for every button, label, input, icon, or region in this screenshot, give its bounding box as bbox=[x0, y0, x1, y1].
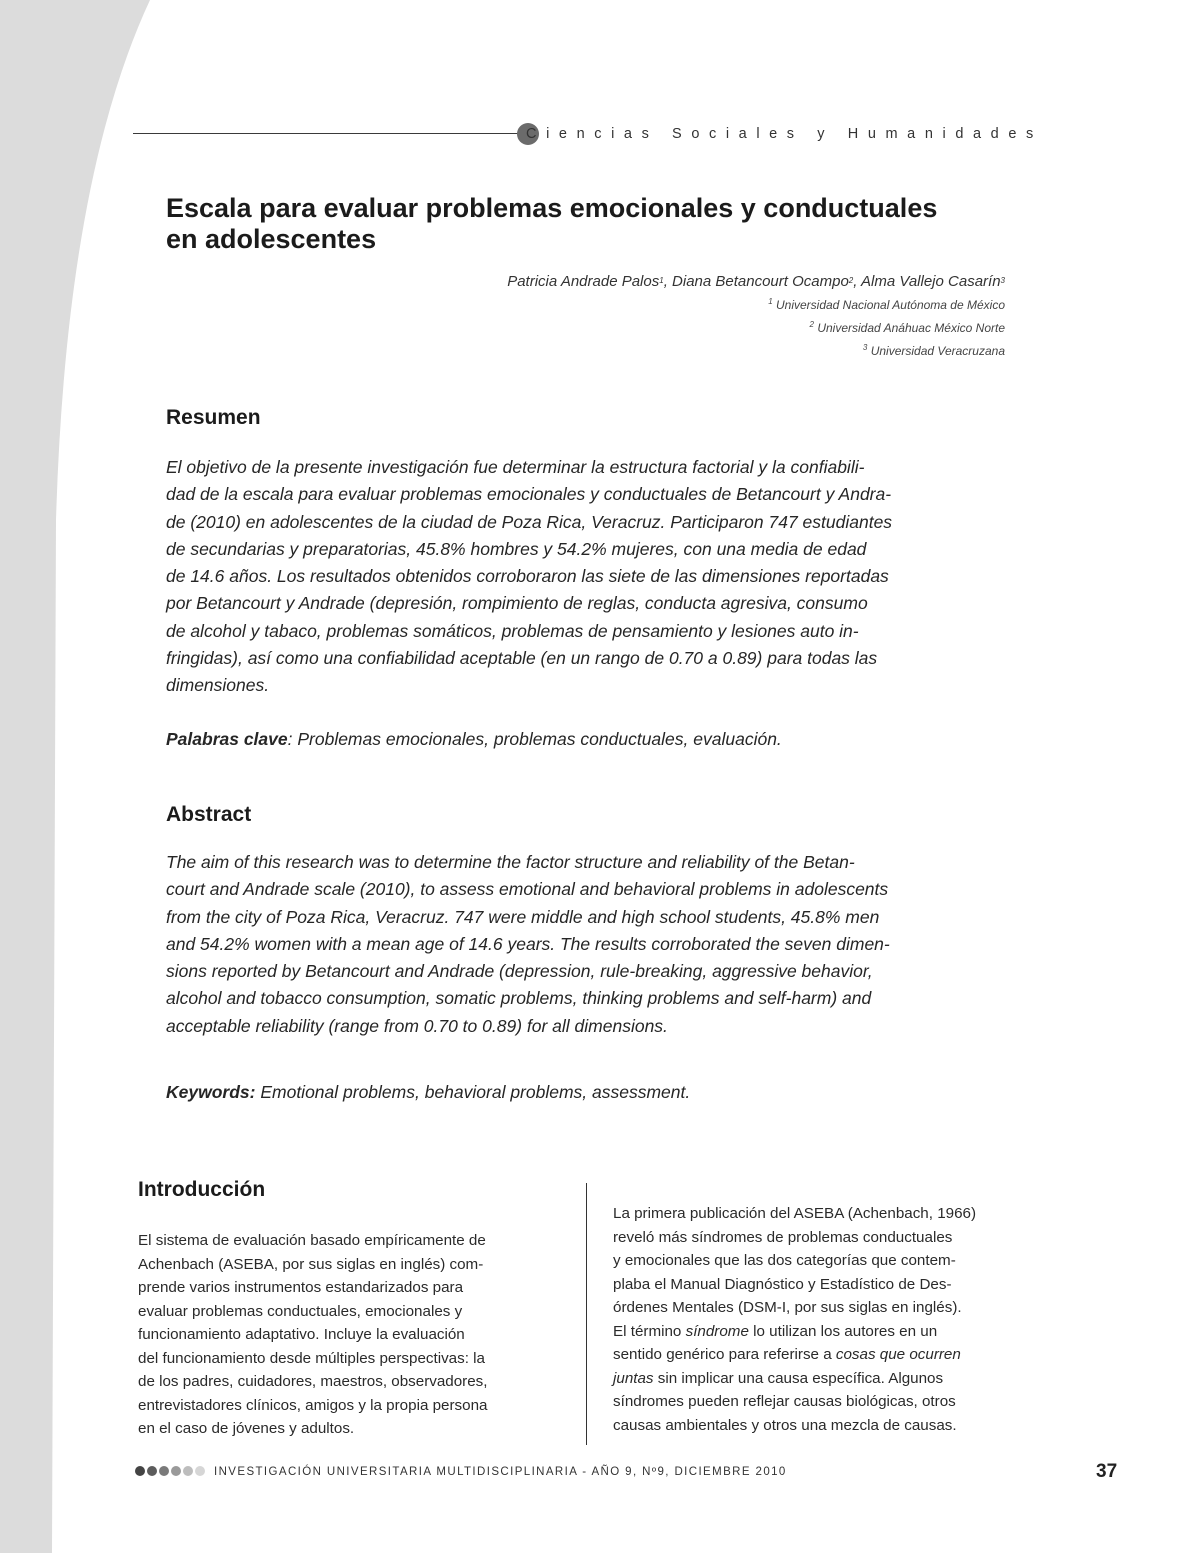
intro-italic: síndrome bbox=[685, 1322, 749, 1340]
author-1-sup: 1 bbox=[659, 276, 664, 285]
intro-line: reveló más síndromes de problemas conductuales bbox=[613, 1228, 953, 1246]
column-divider bbox=[586, 1183, 587, 1445]
intro-italic: cosas que ocurren bbox=[835, 1346, 961, 1363]
affiliation-2-sup: 2 bbox=[809, 320, 814, 329]
resumen-heading: Resumen bbox=[166, 406, 261, 429]
intro-line: Achenbach (ASEBA, por sus siglas en inglés) com- bbox=[138, 1255, 484, 1273]
resumen-body bbox=[166, 454, 1006, 700]
author-2-sup: 2 bbox=[848, 276, 854, 285]
section-initial: C bbox=[526, 126, 547, 142]
abstract-line: sions reported by Betancourt and Andrade (depression, rule-breaking, aggressive behavior, bbox=[166, 961, 873, 982]
affiliation-3 bbox=[863, 344, 1005, 358]
intro-line: de los padres, cuidadores, maestros, observadores, bbox=[138, 1373, 488, 1390]
resumen-line: El objetivo de la presente investigación fue determinar la estructura factorial y la confiabili- bbox=[166, 457, 865, 477]
palabras-clave-text: : Problemas emocionales, problemas conductuales, evaluación. bbox=[287, 729, 782, 749]
intro-line: plaba el Manual Diagnóstico y Estadístico de Des- bbox=[613, 1275, 952, 1293]
page-number: 37 bbox=[1096, 1461, 1118, 1482]
intro-line: El sistema de evaluación basado empíricamente de bbox=[138, 1232, 486, 1249]
footer-dot bbox=[171, 1466, 181, 1476]
resumen-line: por Betancourt y Andrade (depresión, rompimiento de reglas, conducta agresiva, consumo bbox=[166, 593, 868, 614]
article-title bbox=[166, 193, 1046, 255]
abstract-line: alcohol and tobacco consumption, somatic problems, thinking problems and self-harm) and bbox=[166, 988, 872, 1009]
keywords-text: Emotional problems, behavioral problems, assessment. bbox=[255, 1082, 691, 1102]
intro-line: órdenes Mentales (DSM-I, por sus siglas en inglés). bbox=[613, 1299, 962, 1316]
abstract-line: from the city of Poza Rica, Veracruz. 747 were middle and high school students, 45.8% men bbox=[166, 906, 880, 927]
intro-line: sentido genérico para referirse a bbox=[613, 1346, 836, 1363]
resumen-line: de alcohol y tabaco, problemas somáticos, problemas de pensamiento y lesiones auto in- bbox=[166, 620, 859, 641]
resumen-line: de 14.6 años. Los resultados obtenidos corroboraron las siete de las dimensiones reportadas bbox=[166, 566, 889, 587]
side-band-shape bbox=[0, 0, 160, 1553]
introduccion-heading: Introducción bbox=[138, 1178, 266, 1201]
author-3: Alma Vallejo Casarín bbox=[861, 273, 1001, 290]
affiliation-2-name: Universidad Anáhuac México Norte bbox=[817, 321, 1005, 335]
intro-line: causas ambientales y otros una mezcla de causas. bbox=[613, 1416, 957, 1434]
intro-line: funcionamiento adaptativo. Incluye la evaluación bbox=[138, 1326, 465, 1343]
abstract-body bbox=[166, 849, 1006, 1040]
decorative-side-band bbox=[0, 0, 160, 1553]
affiliation-3-sup: 3 bbox=[862, 343, 868, 352]
keywords bbox=[166, 1082, 1026, 1103]
resumen-line: dad de la escala para evaluar problemas emocionales y conductuales de Betancourt y Andra- bbox=[166, 484, 892, 505]
abstract-heading: Abstract bbox=[166, 803, 252, 826]
affiliation-2 bbox=[810, 321, 1005, 335]
intro-right-column bbox=[613, 1202, 1033, 1437]
section-name: iencias Sociales y Humanidades bbox=[546, 126, 1043, 142]
resumen-line: de (2010) en adolescentes de la ciudad de Poza Rica, Veracruz. Participaron 747 estudiantes bbox=[166, 511, 893, 532]
author-3-sup: 3 bbox=[1000, 276, 1005, 285]
intro-line: del funcionamiento desde múltiples perspectivas: la bbox=[138, 1349, 485, 1367]
journal-footer: INVESTIGACIÓN UNIVERSITARIA MULTIDISCIPLINARIA - AÑO 9, Nº9, DICIEMBRE 2010 bbox=[214, 1466, 787, 1478]
abstract-line: The aim of this research was to determine the factor structure and reliability of the Betan- bbox=[166, 852, 855, 872]
author-list: Patricia Andrade Palos$^1$, Diana Betancourt Ocampo$^2$, Alma Vallejo Casarín$^3$ bbox=[507, 273, 1005, 290]
intro-italic: juntas bbox=[613, 1369, 654, 1387]
footer-dot bbox=[159, 1466, 169, 1476]
affiliation-1-sup: 1 bbox=[768, 297, 773, 306]
resumen-line: fringidas), así como una confiabilidad aceptable (en un rango de 0.70 a 0.89) para todas las bbox=[166, 648, 878, 669]
intro-line: sin implicar una causa específica. Algunos bbox=[653, 1369, 944, 1387]
resumen-line: dimensiones. bbox=[166, 675, 270, 696]
footer-dot bbox=[135, 1466, 145, 1476]
intro-line: evaluar problemas conductuales, emocionales y bbox=[138, 1302, 463, 1320]
intro-line: en el caso de jóvenes y adultos. bbox=[138, 1420, 355, 1437]
palabras-clave-label: Palabras clave bbox=[166, 729, 288, 749]
resumen-line: de secundarias y preparatorias, 45.8% hombres y 54.2% mujeres, con una media de edad bbox=[166, 538, 867, 559]
footer-dot bbox=[195, 1466, 205, 1476]
intro-line: y emocionales que las dos categorías que contem- bbox=[613, 1252, 956, 1269]
section-header-rule bbox=[133, 133, 521, 134]
affiliation-3-name: Universidad Veracruzana bbox=[870, 344, 1005, 358]
footer-dot bbox=[183, 1466, 193, 1476]
intro-left-column bbox=[138, 1229, 558, 1441]
author-2: Diana Betancourt Ocampo bbox=[672, 273, 849, 290]
intro-line: lo utilizan los autores en un bbox=[748, 1322, 938, 1340]
abstract-line: court and Andrade scale (2010), to assess emotional and behavioral problems in adolescents bbox=[166, 879, 889, 900]
affiliation-1-name: Universidad Nacional Autónoma de México bbox=[775, 298, 1005, 312]
intro-line: entrevistadores clínicos, amigos y la propia persona bbox=[138, 1396, 488, 1414]
abstract-line: and 54.2% women with a mean age of 14.6 years. The results corroborated the seven dimen- bbox=[166, 933, 890, 954]
title-line-2: en adolescentes bbox=[166, 224, 377, 254]
title-line-1: Escala para evaluar problemas emocionales y conductuales bbox=[166, 193, 938, 223]
keywords-label: Keywords: bbox=[166, 1082, 256, 1102]
abstract-line: acceptable reliability (range from 0.70 to 0.89) for all dimensions. bbox=[166, 1015, 668, 1036]
affiliation-1 bbox=[768, 298, 1005, 312]
author-1: Patricia Andrade Palos bbox=[507, 273, 660, 290]
intro-line: síndromes pueden reflejar causas biológicas, otros bbox=[613, 1393, 956, 1410]
footer-dot bbox=[147, 1466, 157, 1476]
intro-line: El término bbox=[613, 1322, 686, 1340]
palabras-clave bbox=[166, 729, 1026, 750]
intro-line: prende varios instrumentos estandarizados para bbox=[138, 1279, 464, 1296]
section-header bbox=[526, 126, 1043, 142]
footer-dots bbox=[135, 1466, 205, 1476]
intro-line: La primera publicación del ASEBA (Achenbach, 1966) bbox=[613, 1205, 977, 1222]
